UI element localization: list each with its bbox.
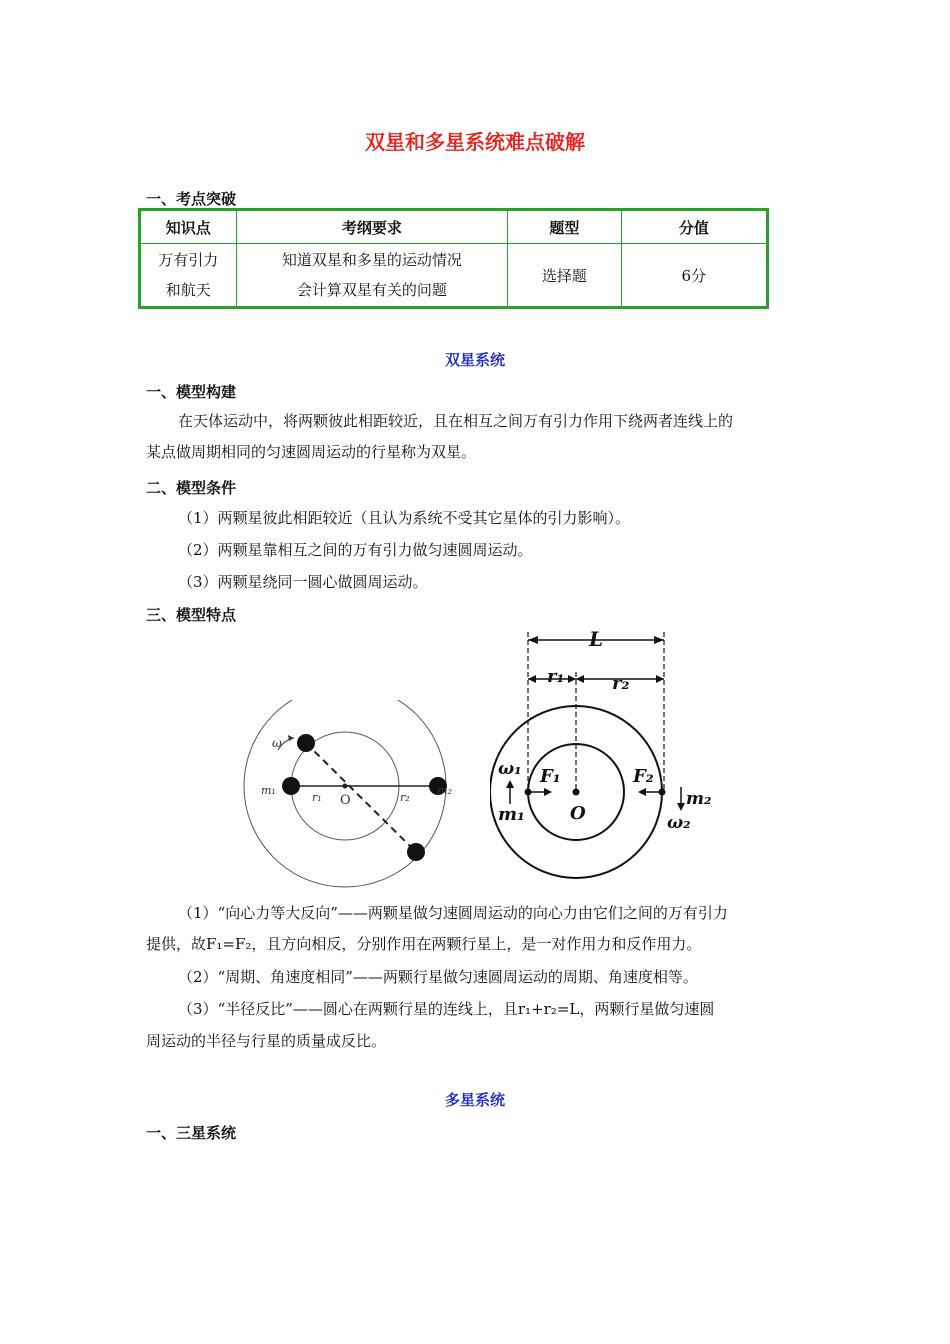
arrowhead [656,675,664,683]
paragraph-line: 某点做周期相同的匀速圆周运动的行星称为双星。 [146,443,477,461]
label-m1: m₁ [498,804,525,825]
label-omega: ω [272,736,282,750]
table-header-cell: 题型 [508,210,621,244]
center-point [573,789,580,796]
heading-three-star: 一、三星系统 [146,1124,237,1142]
label-m2: m₂ [686,789,712,809]
condition-item: （2）两颗星靠相互之间的万有引力做匀速圆周运动。 [178,541,533,559]
label-o: O [570,803,586,824]
label-m2: m₂ [437,784,452,797]
label-r2: r₂ [400,791,410,804]
heading-model-features: 三、模型特点 [146,606,237,624]
arrowhead [544,788,552,796]
label-r2: r₂ [612,673,630,694]
condition-item: （3）两颗星绕同一圆心做圆周运动。 [178,573,428,591]
label-omega2: ω₂ [667,813,691,833]
table-row [140,244,768,308]
arrowhead [528,636,538,644]
arrowhead [528,675,536,683]
table-header-cell: 分值 [621,210,767,244]
table-cell-requirements: 知道双星和多星的运动情况 会计算双星有关的问题 [236,244,508,308]
star-m2-moved [407,843,425,861]
label-F2: F₂ [633,766,654,787]
table-header-row [140,210,768,244]
paragraph-line: 在天体运动中，将两颗彼此相距较近，且在相互之间万有引力作用下绕两者连线上的 [178,412,734,430]
table-header-cell: 考纲要求 [236,210,508,244]
arrowhead [677,803,685,811]
section-title-binary: 双星系统 [444,351,505,369]
label-m1: m₁ [261,784,276,797]
label-omega1: ω₁ [498,759,522,779]
table-cell-topic: 万有引力 和航天 [140,244,237,308]
heading-model-conditions: 二、模型条件 [146,479,237,497]
condition-item: （1）两颗星彼此相距较近（且认为系统不受其它星体的引力影响）。 [178,509,631,527]
feature-line: （3）“半径反比”——圆心在两颗行星的连线上，且r₁+r₂=L，两颗行星做匀速圆 [178,1000,715,1018]
exam-points-table [138,208,769,309]
arrowhead [638,788,646,796]
section-title-multi: 多星系统 [444,1091,505,1109]
label-o: O [340,793,351,808]
arrowhead [506,780,514,788]
feature-line: 周运动的半径与行星的质量成反比。 [146,1032,387,1050]
arrowhead [654,636,664,644]
label-r1: r₁ [312,791,322,804]
label-L: L [588,627,604,651]
heading-kaodian: 一、考点突破 [146,190,237,208]
binary-star-figure-left [238,700,452,890]
arrowhead [576,675,584,683]
star-m1-moved [297,734,315,752]
table-cell-type: 选择题 [508,244,621,308]
table-header-cell: 知识点 [140,210,237,244]
feature-line: （1）“向心力等大反向”——两颗星做匀速圆周运动的向心力由它们之间的万有引力 [178,904,728,922]
binary-star-figure-right [490,622,730,886]
page-title: 双星和多星系统难点破解 [365,130,585,154]
label-r1: r₁ [547,666,565,687]
feature-line: 提供，故F₁=F₂，且方向相反，分别作用在两颗行星上，是一对作用力和反作用力。 [146,935,702,953]
rotation-arrowhead [288,735,294,741]
feature-line: （2）“周期、角速度相同”——两颗行星做匀速圆周运动的周期、角速度相等。 [178,968,698,986]
center-point [343,784,348,789]
label-F1: F₁ [540,766,561,787]
table-cell-score: 6分 [621,244,767,308]
arrowhead [568,675,576,683]
star-m1 [282,777,300,795]
heading-model-build: 一、模型构建 [146,383,237,401]
